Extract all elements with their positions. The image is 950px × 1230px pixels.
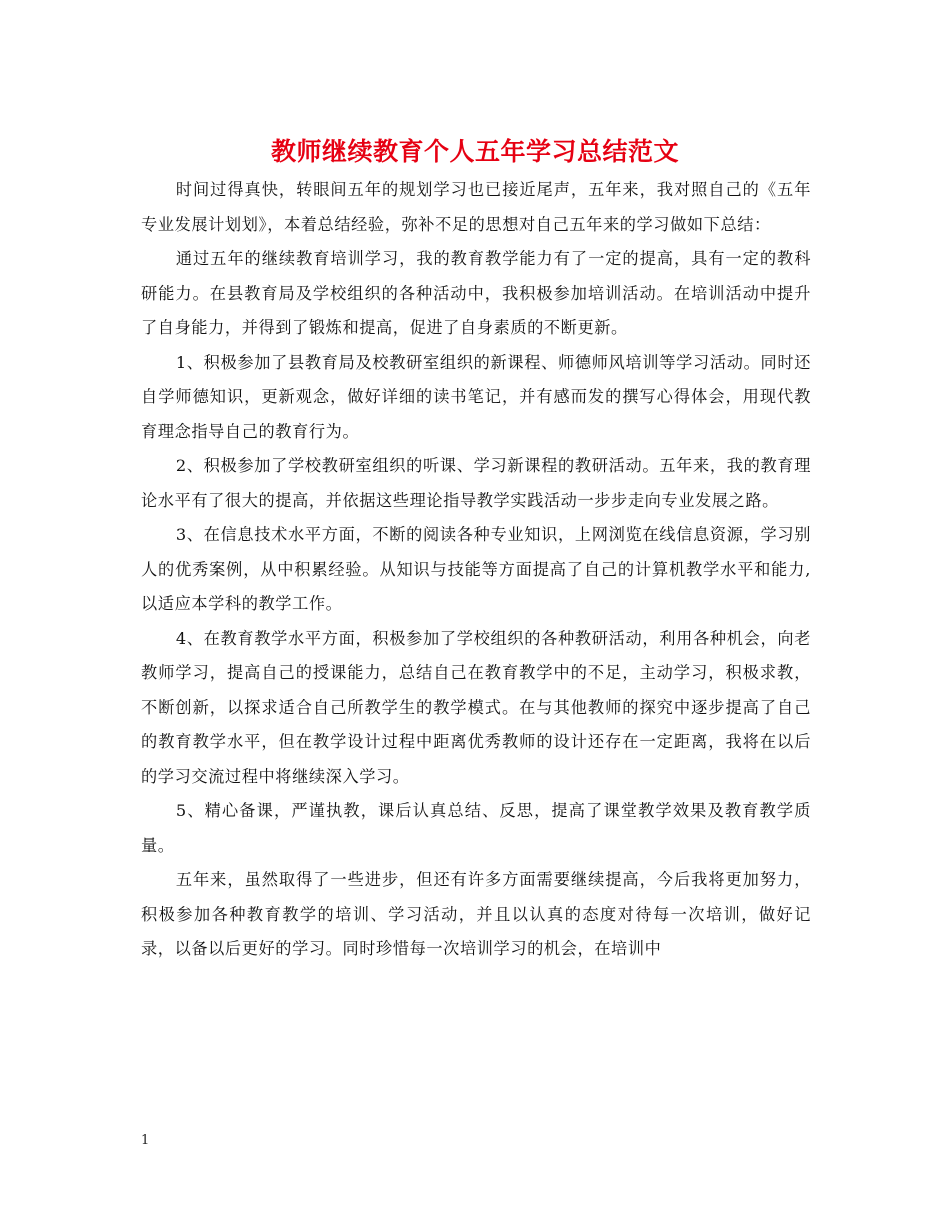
paragraph-item-5: 5、精心备课，严谨执教，课后认真总结、反思，提高了课堂教学效果及教育教学质量。 <box>141 801 811 855</box>
document-body <box>141 173 811 967</box>
paragraph-item-3: 3、在信息技术水平方面，不断的阅读各种专业知识，上网浏览在线信息资源，学习别人的优秀案例，从中积累经验。从知识与技能等方面提高了自己的计算机教学水平和能力,以适应本学科的教学工作。 <box>141 525 811 613</box>
paragraph-intro: 时间过得真快，转眼间五年的规划学习也已接近尾声，五年来，我对照自己的《五年专业发展计划划》，本着总结经验，弥补不足的思想对自己五年来的学习做如下总结： <box>141 180 811 234</box>
paragraph-item-1: 1、积极参加了县教育局及校教研室组织的新课程、师德师风培训等学习活动。同时还自学师德知识，更新观念，做好详细的读书笔记，并有感而发的撰写心得体会，用现代教育理念指导自己的教育行为。 <box>141 352 811 441</box>
paragraph-overview: 通过五年的继续教育培训学习，我的教育教学能力有了一定的提高，具有一定的教科研能力。在县教育局及学校组织的各种活动中，我积极参加培训活动。在培训活动中提升了自身能力，并得到了锻炼和提高，促进了自身素质的不断更新。 <box>141 249 811 337</box>
page-number: 1 <box>141 1133 150 1148</box>
paragraph-item-2: 2、积极参加了学校教研室组织的听课、学习新课程的教研活动。五年来，我的教育理论水平有了很大的提高，并依据这些理论指导教学实践活动一步步走向专业发展之路。 <box>141 456 811 510</box>
paragraph-conclusion: 五年来，虽然取得了一些进步，但还有许多方面需要继续提高，今后我将更加努力，积极参加各种教育教学的培训、学习活动，并且以认真的态度对待每一次培训，做好记录，以备以后更好的学习。同时珍惜每一次培训学习的机会，在培训中 <box>141 870 811 958</box>
paragraph-item-4: 4、在教育教学水平方面，积极参加了学校组织的各种教研活动，利用各种机会，向老教师学习，提高自己的授课能力，总结自己在教育教学中的不足，主动学习，积极求教，不断创新，以探求适合自己所教学生的教学模式。在与其他教师的探究中逐步提高了自己的教育教学水平，但在教学设计过程中距离优秀教师的设计还存在一定距离，我将在以后的学习交流过程中将继续深入学习。 <box>141 628 811 786</box>
document-title: 教师继续教育个人五年学习总结范文 <box>270 137 679 166</box>
